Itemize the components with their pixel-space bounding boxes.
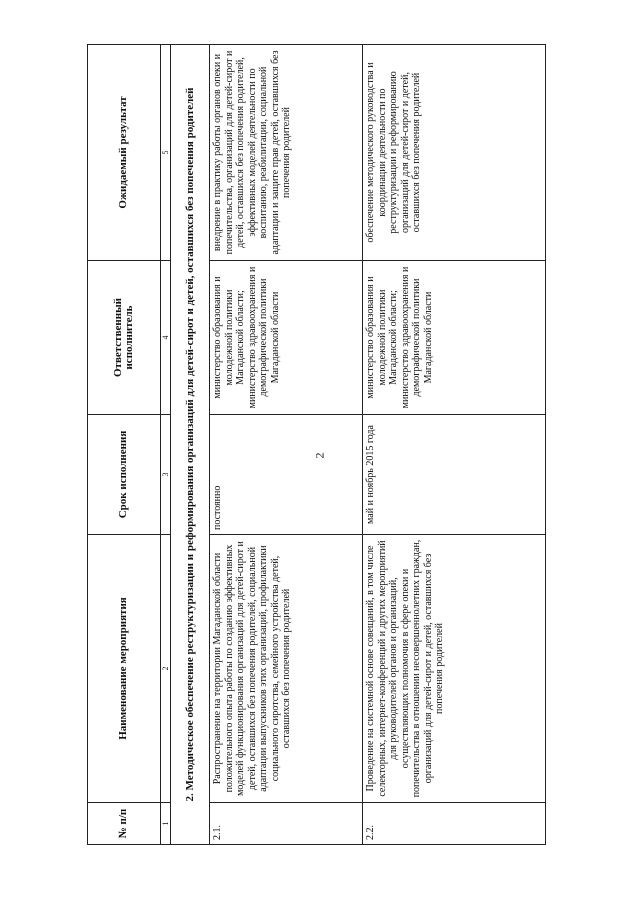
- column-number: 2: [161, 535, 171, 803]
- header-row: [88, 45, 161, 845]
- header-result: Ожидаемый результат: [88, 45, 161, 261]
- table-row: [363, 45, 546, 845]
- expected-result: обеспечение методического руководства и координации деятельности по реструктуризации и реформированию организаций для детей-сирот и детей, оставшихся без попечения родителей: [363, 45, 546, 261]
- column-number: 5: [161, 45, 171, 261]
- header-deadline: Срок исполнения: [88, 415, 161, 535]
- column-number-row: [161, 45, 171, 845]
- section-row: [171, 45, 210, 845]
- section-title: 2. Методическое обеспечение реструктуризации и реформирования организаций для детей-сирот и детей, оставшихся без попечения родителей: [171, 45, 210, 845]
- row-number: 2.2.: [363, 803, 546, 845]
- header-num: № п/п: [88, 803, 161, 845]
- header-name: Наименование мероприятия: [88, 535, 161, 803]
- expected-result: внедрение в практику работы органов опеки и попечительства, организаций для детей-сирот и детей, оставшихся без попечения родителей, эффективных моделей деятельности по воспитанию, реабилитации, социальной адаптации и защите прав детей, оставшихся без попечения родителей: [210, 45, 363, 261]
- column-number: 1: [161, 803, 171, 845]
- table-row: [210, 45, 363, 845]
- header-responsible: Ответственный исполнитель: [88, 261, 161, 415]
- deadline: май и ноябрь 2015 года: [363, 415, 546, 535]
- measure-name: Проведение на системной основе совещаний, в том числе селекторных, интернет-конференций и других мероприятий для руководителей органов и организаций, осуществляющих полномочия в сфере опеки и попечительства в отношении несовершеннолетних граждан, организаций для детей-сирот и детей, оставшихся без попечения родителей: [363, 535, 546, 803]
- rotated-table-container: [87, 45, 579, 845]
- column-number: 4: [161, 261, 171, 415]
- responsible: министерство образования и молодежной политики Магаданской области; министерство здравоохранения и демографической политики Магаданской области: [363, 261, 546, 415]
- page-number: 2: [312, 452, 327, 459]
- row-number: 2.1.: [210, 803, 363, 845]
- measure-name: Распространение на территории Магаданской области положительного опыта работы по созданию эффективных моделей функционирования организаций для детей-сирот и детей, оставшихся без попечения родителей, социальной адаптации выпускников этих организаций, профилактики социального сиротства, семейного устройства детей, оставшихся без попечения родителей: [210, 535, 363, 803]
- deadline: постоянно: [210, 415, 363, 535]
- column-number: 3: [161, 415, 171, 535]
- measures-table: [87, 44, 546, 845]
- responsible: министерство образования и молодежной политики Магаданской области; министерство здравоохранения и демографической политики Магаданской области: [210, 261, 363, 415]
